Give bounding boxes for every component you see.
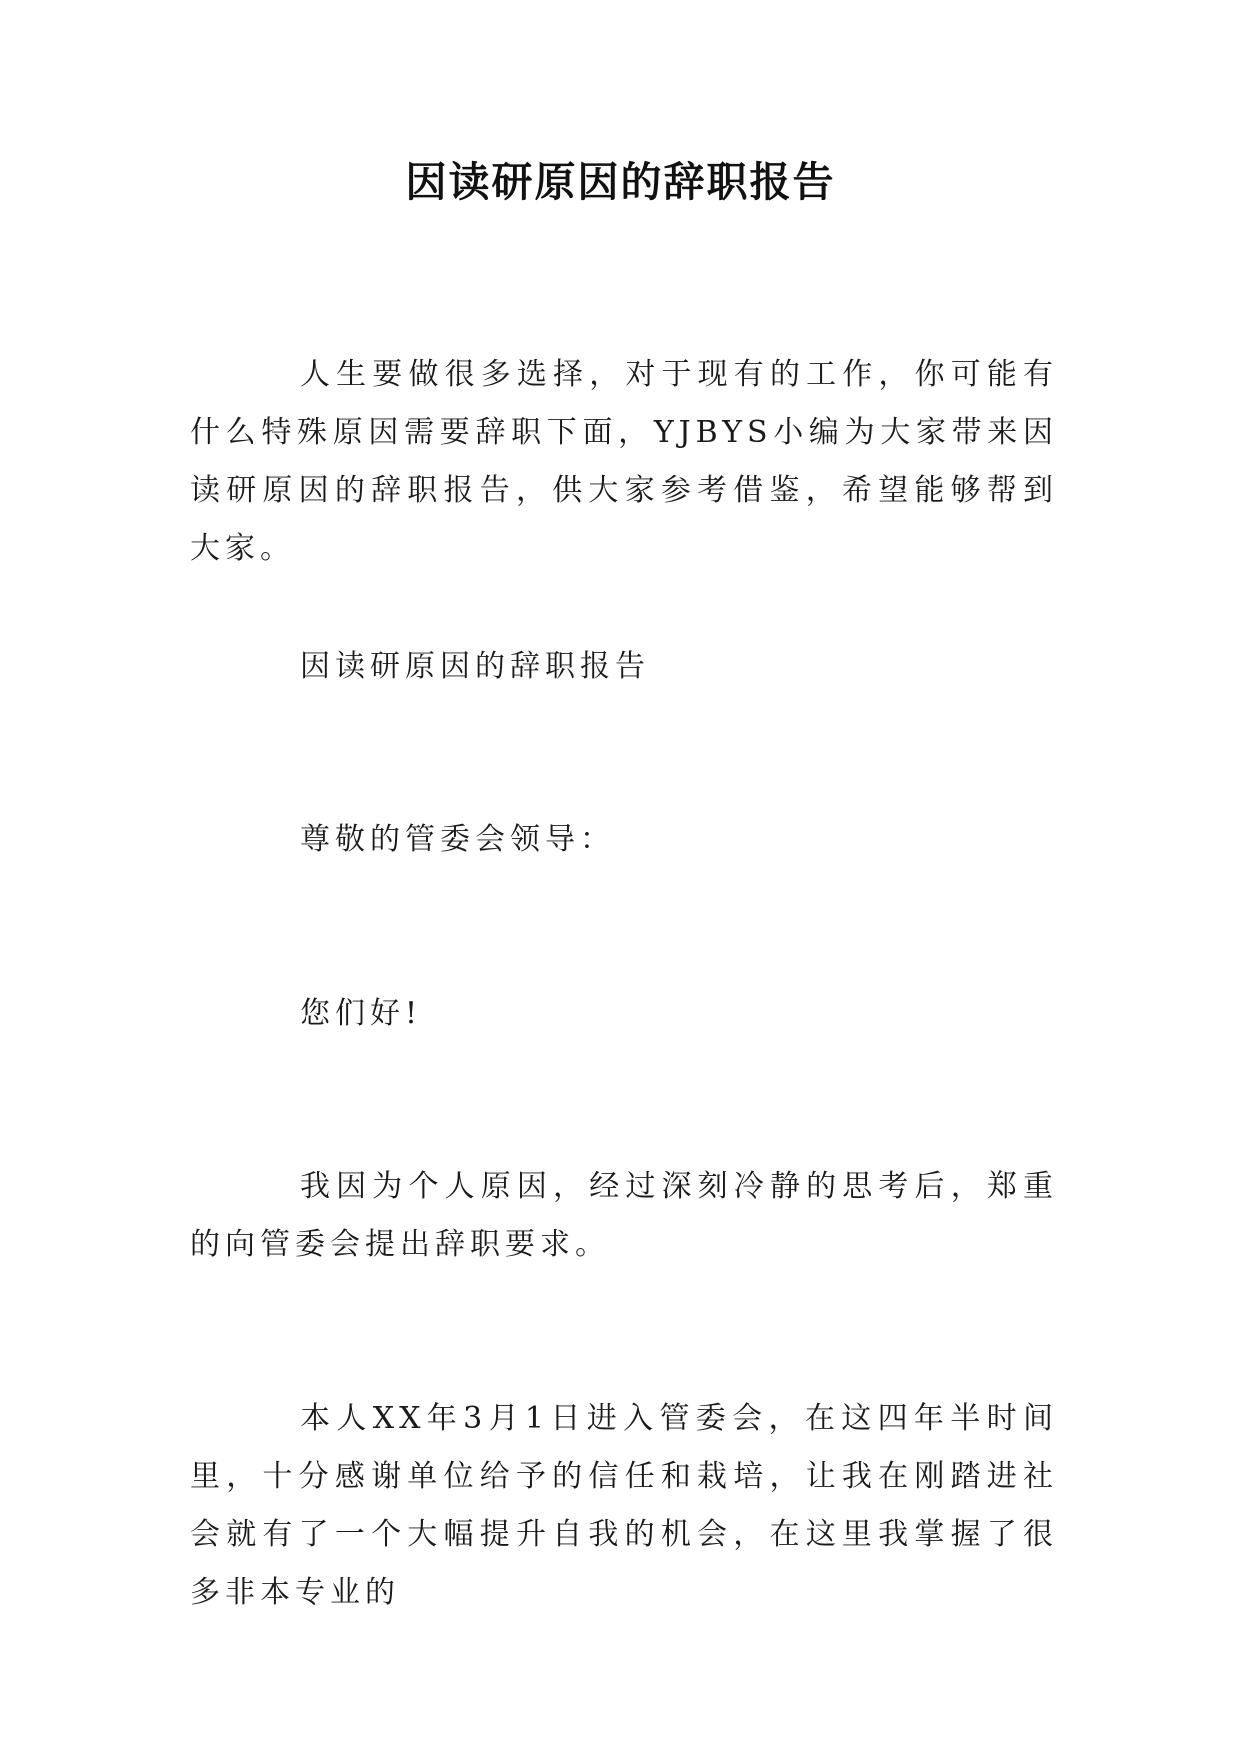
greeting: 您们好! xyxy=(300,996,423,1031)
report-heading: 因读研原因的辞职报告 xyxy=(300,649,650,684)
body-paragraph: 本人XX年3月1日进入管委会，在这四年半时间里，十分感谢单位给予的信任和栽培，让我在刚踏进社会就有了一个大幅提升自我的机会，在这里我掌握了很多非本专业的 xyxy=(190,1401,1058,1610)
intro-paragraph: 人生要做很多选择，对于现有的工作，你可能有什么特殊原因需要辞职下面，YJBYS小编为大家带来因读研原因的辞职报告，供大家参考借鉴，希望能够帮到大家。 xyxy=(190,357,1058,566)
resignation-reason-paragraph: 我因为个人原因，经过深刻冷静的思考后，郑重的向管委会提出辞职要求。 xyxy=(190,1169,1058,1262)
document-title: 因读研原因的辞职报告 xyxy=(405,158,836,206)
salutation: 尊敬的管委会领导： xyxy=(300,822,615,857)
